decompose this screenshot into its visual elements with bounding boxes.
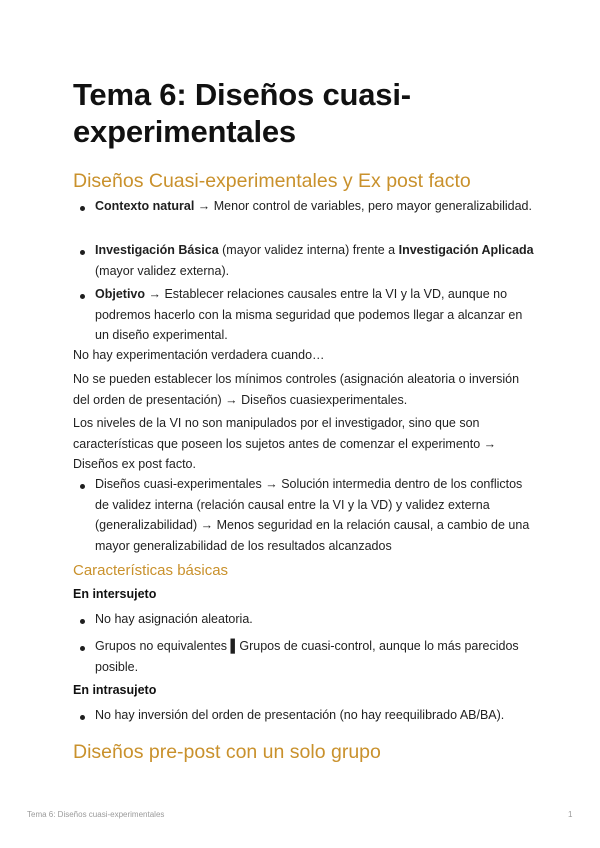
- footer-title: Tema 6: Diseños cuasi-experimentales: [27, 810, 165, 819]
- page-number: 1: [568, 810, 573, 819]
- list-item: No hay asignación aleatoria.: [95, 612, 253, 626]
- list-item: [95, 196, 535, 217]
- bullet-dot: [80, 715, 85, 720]
- list-item: No hay inversión del orden de presentación (no hay reequilibrado AB/BA).: [95, 708, 505, 722]
- bullet-dot: [80, 619, 85, 624]
- bullet-dot: [80, 484, 85, 489]
- subheading-intrasujeto: En intrasujeto: [73, 683, 157, 697]
- section-heading-pre-post: Diseños pre-post con un solo grupo: [73, 741, 381, 763]
- section-heading-caracteristicas: Características básicas: [73, 562, 229, 579]
- list-item: Grupos no equivalentes ▌Grupos de cuasi-control, aunque lo más parecidos posible.: [95, 639, 519, 674]
- bullet-dot: [80, 294, 85, 299]
- page-title: Tema 6: Diseños cuasi-experimentales: [73, 77, 411, 149]
- bullet-dot: [80, 250, 85, 255]
- bold-term: Contexto natural: [95, 199, 195, 213]
- item-text: (mayor validez externa).: [95, 263, 230, 278]
- list-item: [95, 240, 535, 281]
- bullet-dot: [80, 646, 85, 651]
- bullet-dot: [80, 206, 85, 211]
- item-text: → Establecer relaciones causales entre la VI y la VD, aunque no podremos hacerlo con la misma seguridad que podemos llegar a alcanzar en un diseño experimental.: [95, 287, 523, 342]
- paragraph: No hay experimentación verdadera cuando…: [73, 348, 325, 362]
- list-item: [95, 284, 535, 346]
- paragraph: Los niveles de la VI no son manipulados por el investigador, sino que son características que poseen los sujetos antes de comenzar el experimento → Diseños ex post facto.: [73, 416, 497, 471]
- bold-term: Investigación Aplicada: [398, 243, 534, 257]
- subheading-intersujeto: En intersujeto: [73, 587, 157, 601]
- paragraph: No se pueden establecer los mínimos controles (asignación aleatoria o inversión del orden de presentación) → Diseños cuasiexperimentales.: [73, 372, 520, 407]
- section-heading-cuasi-ex-post-facto: Diseños Cuasi-experimentales y Ex post facto: [73, 170, 471, 192]
- bold-term: Investigación Básica: [95, 243, 219, 257]
- list-item: Diseños cuasi-experimentales → Solución intermedia dentro de los conflictos de validez interna (relación causal entre la VI y la VD) y validez externa (generalizabilidad) → Menos seguridad en la relación causal, a cambio de una mayor generalizabilidad de los resultados alcanzados: [95, 477, 530, 553]
- item-text: → Menor control de variables, pero mayor generalizabilidad.: [194, 199, 532, 213]
- item-text: (mayor validez interna) frente a: [218, 243, 399, 257]
- bold-term: Objetivo: [95, 287, 146, 301]
